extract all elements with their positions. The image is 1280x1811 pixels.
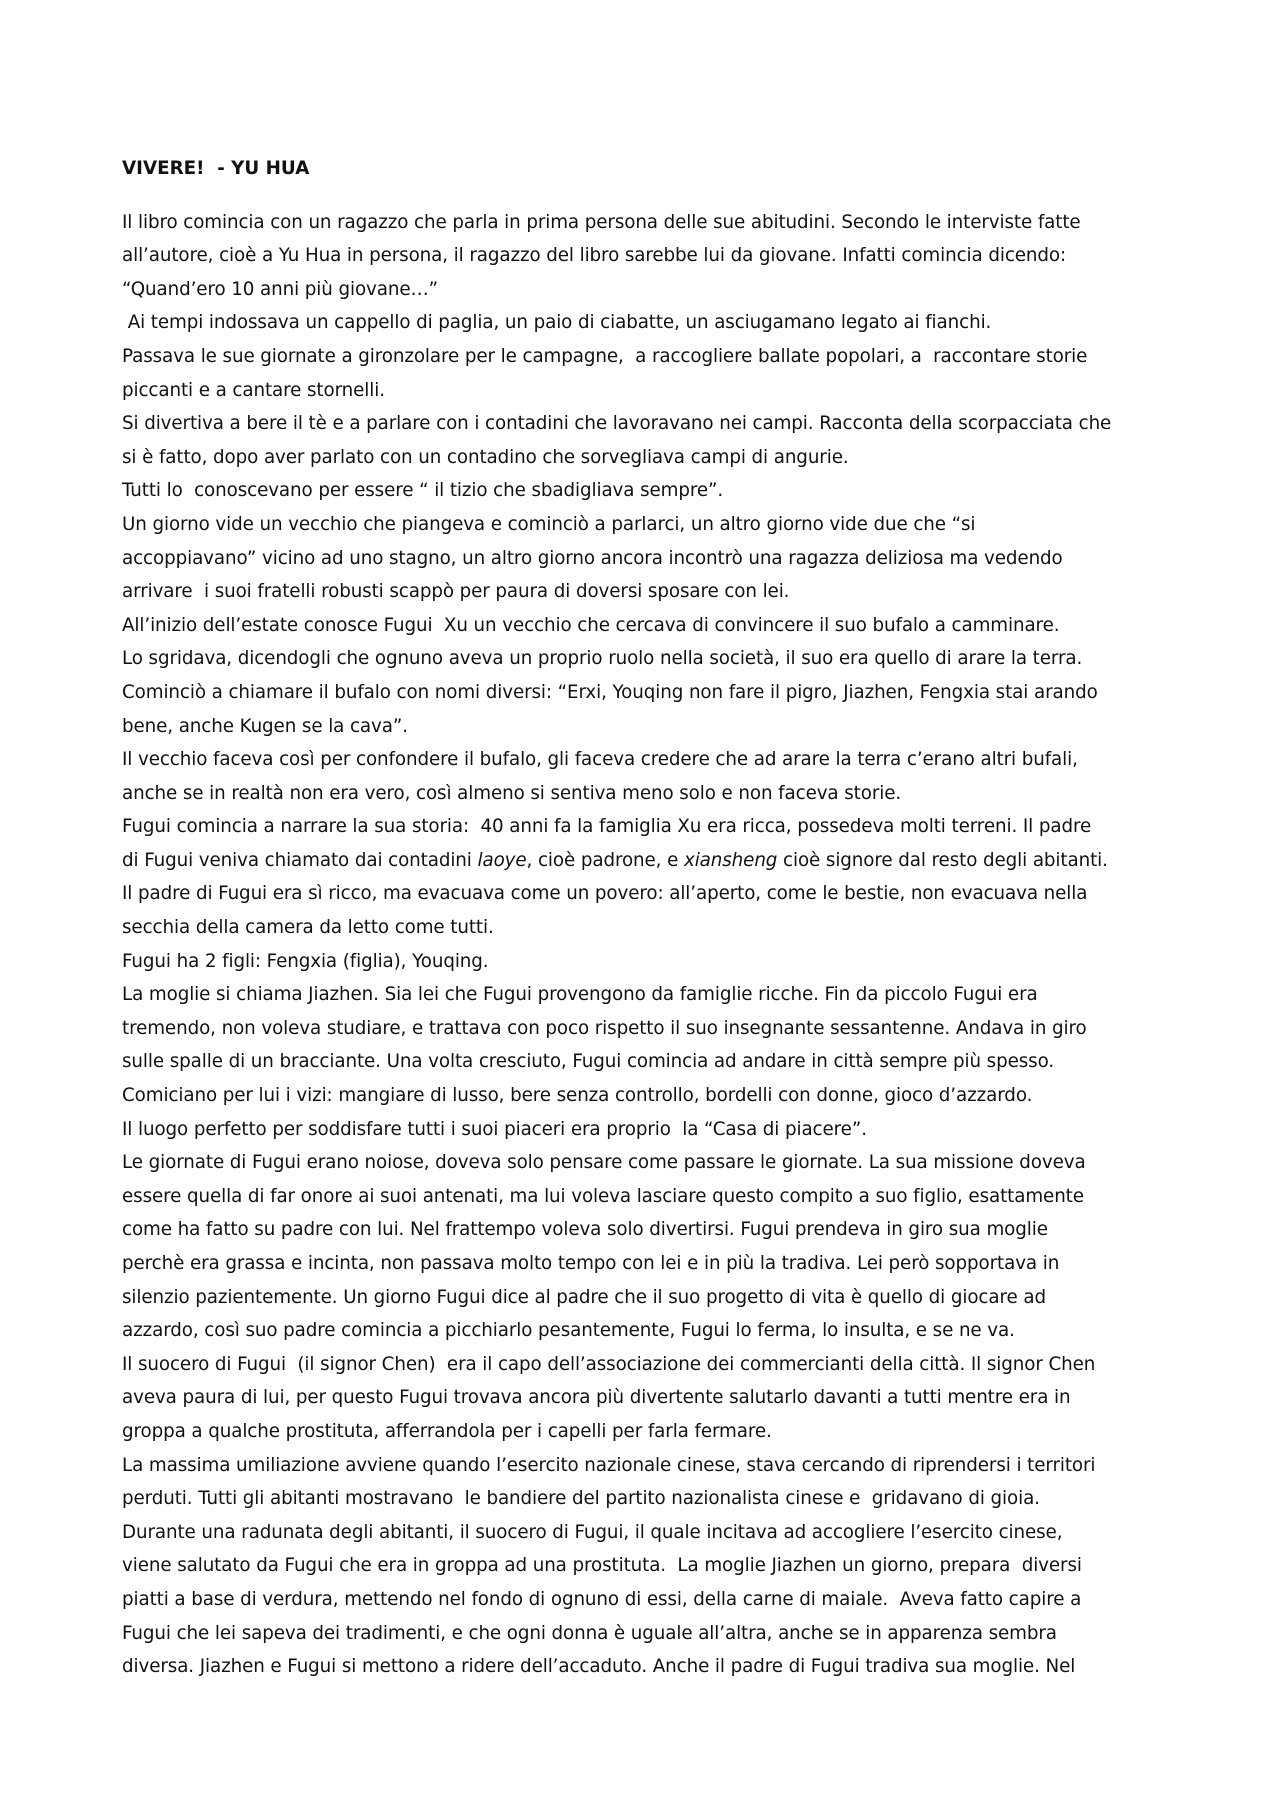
text-line: La massima umiliazione avviene quando l’esercito nazionale cinese, stava cercando di riprendersi i territori: [122, 1454, 1096, 1476]
text-line: Il suocero di Fugui (il signor Chen) era il capo dell’associazione dei commercianti della città. Il signor Chen: [122, 1353, 1096, 1375]
text-line: groppa a qualche prostituta, afferrandola per i capelli per farla fermare.: [122, 1420, 772, 1442]
text-line: come ha fatto su padre con lui. Nel frattempo voleva solo divertirsi. Fugui prendeva in giro sua moglie: [122, 1219, 1048, 1241]
text-line: Il libro comincia con un ragazzo che parla in prima persona delle sue abitudini. Secondo le interviste fatte: [122, 211, 1081, 233]
text-line: arrivare i suoi fratelli robusti scappò per paura di doversi sposare con lei.: [122, 581, 790, 603]
text-line: Il vecchio faceva così per confondere il bufalo, gli faceva credere che ad arare la terra c’erano altri bufali,: [122, 749, 1078, 771]
italic-term-laoye: laoye: [477, 849, 527, 871]
text-line: Un giorno vide un vecchio che piangeva e cominciò a parlarci, un altro giorno vide due che “si: [122, 513, 976, 535]
text-line: Fugui che lei sapeva dei tradimenti, e che ogni donna è uguale all’altra, anche se in apparenza sembra: [122, 1622, 1057, 1644]
text-line: silenzio pazientemente. Un giorno Fugui dice al padre che il suo progetto di vita è quello di giocare ad: [122, 1286, 1046, 1308]
text-line-with-italics: [122, 844, 1162, 878]
text-line: perduti. Tutti gli abitanti mostravano le bandiere del partito nazionalista cinese e gridavano di gioia.: [122, 1488, 1040, 1510]
text-line: perchè era grassa e incinta, non passava molto tempo con lei e in più la tradiva. Lei però sopportava in: [122, 1253, 1060, 1274]
text-line: Ai tempi indossava un cappello di paglia, un paio di ciabatte, un asciugamano legato ai fianchi.: [122, 312, 992, 334]
text-line: si è fatto, dopo aver parlato con un contadino che sorvegliava campi di angurie.: [122, 446, 849, 468]
text-line: diversa. Jiazhen e Fugui si mettono a ridere dell’accaduto. Anche il padre di Fugui tradiva sua moglie. Nel: [122, 1656, 1076, 1678]
text-line: anche se in realtà non era vero, così almeno si sentiva meno solo e non faceva storie.: [122, 782, 902, 804]
text-line: La moglie si chiama Jiazhen. Sia lei che Fugui provengono da famiglie ricche. Fin da piccolo Fugui era: [122, 984, 1038, 1006]
text-line: all’autore, cioè a Yu Hua in persona, il ragazzo del libro sarebbe lui da giovane. Infatti comincia dicendo:: [122, 245, 1067, 267]
text-line: tremendo, non voleva studiare, e trattava con poco rispetto il suo insegnante sessantenne. Andava in giro: [122, 1017, 1087, 1039]
text-segment: , cioè padrone, e: [526, 849, 684, 871]
document-body: [122, 152, 1162, 1684]
text-line: Il luogo perfetto per soddisfare tutti i suoi piaceri era proprio la “Casa di piacere”.: [122, 1118, 867, 1140]
text-line: bene, anche Kugen se la cava”.: [122, 715, 408, 737]
text-line: sulle spalle di un bracciante. Una volta cresciuto, Fugui comincia ad andare in città sempre più spesso.: [122, 1051, 1055, 1073]
text-segment: di Fugui veniva chiamato dai contadini: [122, 849, 478, 871]
text-line: Passava le sue giornate a gironzolare per le campagne, a raccogliere ballate popolari, a raccontare storie: [122, 345, 1088, 367]
text-line: Fugui ha 2 figli: Fengxia (figlia), Youqing.: [122, 950, 489, 972]
document-title: VIVERE! - YU HUA: [122, 158, 310, 179]
paragraph-block: [122, 877, 1162, 1683]
text-line: azzardo, così suo padre comincia a picchiarlo pesantemente, Fugui lo ferma, lo insulta, e se ne va.: [122, 1320, 1015, 1342]
text-line: essere quella di far onore ai suoi antenati, ma lui voleva lasciare questo compito a suo figlio, esattamente: [122, 1185, 1084, 1207]
italic-term-xiansheng: xiansheng: [683, 849, 778, 871]
text-line: All’inizio dell’estate conosce Fugui Xu un vecchio che cercava di convincere il suo bufalo a camminare.: [122, 614, 1060, 636]
text-line: Fugui comincia a narrare la sua storia: 40 anni fa la famiglia Xu era ricca, possedeva molti terreni. Il padre: [122, 816, 1092, 838]
text-line: secchia della camera da letto come tutti.: [122, 917, 494, 939]
text-line: Comiciano per lui i vizi: mangiare di lusso, bere senza controllo, bordelli con donne, gioco d’azzardo.: [122, 1085, 1033, 1107]
text-line: Durante una radunata degli abitanti, il suocero di Fugui, il quale incitava ad accogliere l’esercito cinese,: [122, 1521, 1063, 1543]
text-line: “Quand’ero 10 anni più giovane…”: [122, 278, 439, 300]
text-line: Si divertiva a bere il tè e a parlare con i contadini che lavoravano nei campi. Racconta della scorpacciata che: [122, 413, 1112, 435]
text-line: accoppiavano” vicino ad uno stagno, un altro giorno ancora incontrò una ragazza deliziosa ma vedendo: [122, 547, 1063, 569]
text-line: aveva paura di lui, per questo Fugui trovava ancora più divertente salutarlo davanti a tutti mentre era in: [122, 1387, 1071, 1409]
text-line: piatti a base di verdura, mettendo nel fondo di ognuno di essi, della carne di maiale. Aveva fatto capire a: [122, 1588, 1082, 1610]
paragraph-block: [122, 206, 1162, 844]
text-line: Tutti lo conoscevano per essere “ il tizio che sbadigliava sempre”.: [122, 480, 724, 502]
text-line: Le giornate di Fugui erano noiose, doveva solo pensare come passare le giornate. La sua missione doveva: [122, 1152, 1086, 1174]
text-line: Il padre di Fugui era sì ricco, ma evacuava come un povero: all’aperto, come le bestie, non evacuava nella: [122, 883, 1088, 905]
text-segment: cioè signore dal resto degli abitanti.: [777, 849, 1108, 871]
text-line: Lo sgridava, dicendogli che ognuno aveva un proprio ruolo nella società, il suo era quello di arare la terra.: [122, 648, 1083, 670]
text-line: piccanti e a cantare stornelli.: [122, 379, 385, 401]
text-line: Cominciò a chiamare il bufalo con nomi diversi: “Erxi, Youqing non fare il pigro, Jiazhen, Fengxia stai arando: [122, 681, 1098, 703]
text-line: viene salutato da Fugui che era in groppa ad una prostituta. La moglie Jiazhen un giorno, prepara diversi: [122, 1555, 1082, 1577]
